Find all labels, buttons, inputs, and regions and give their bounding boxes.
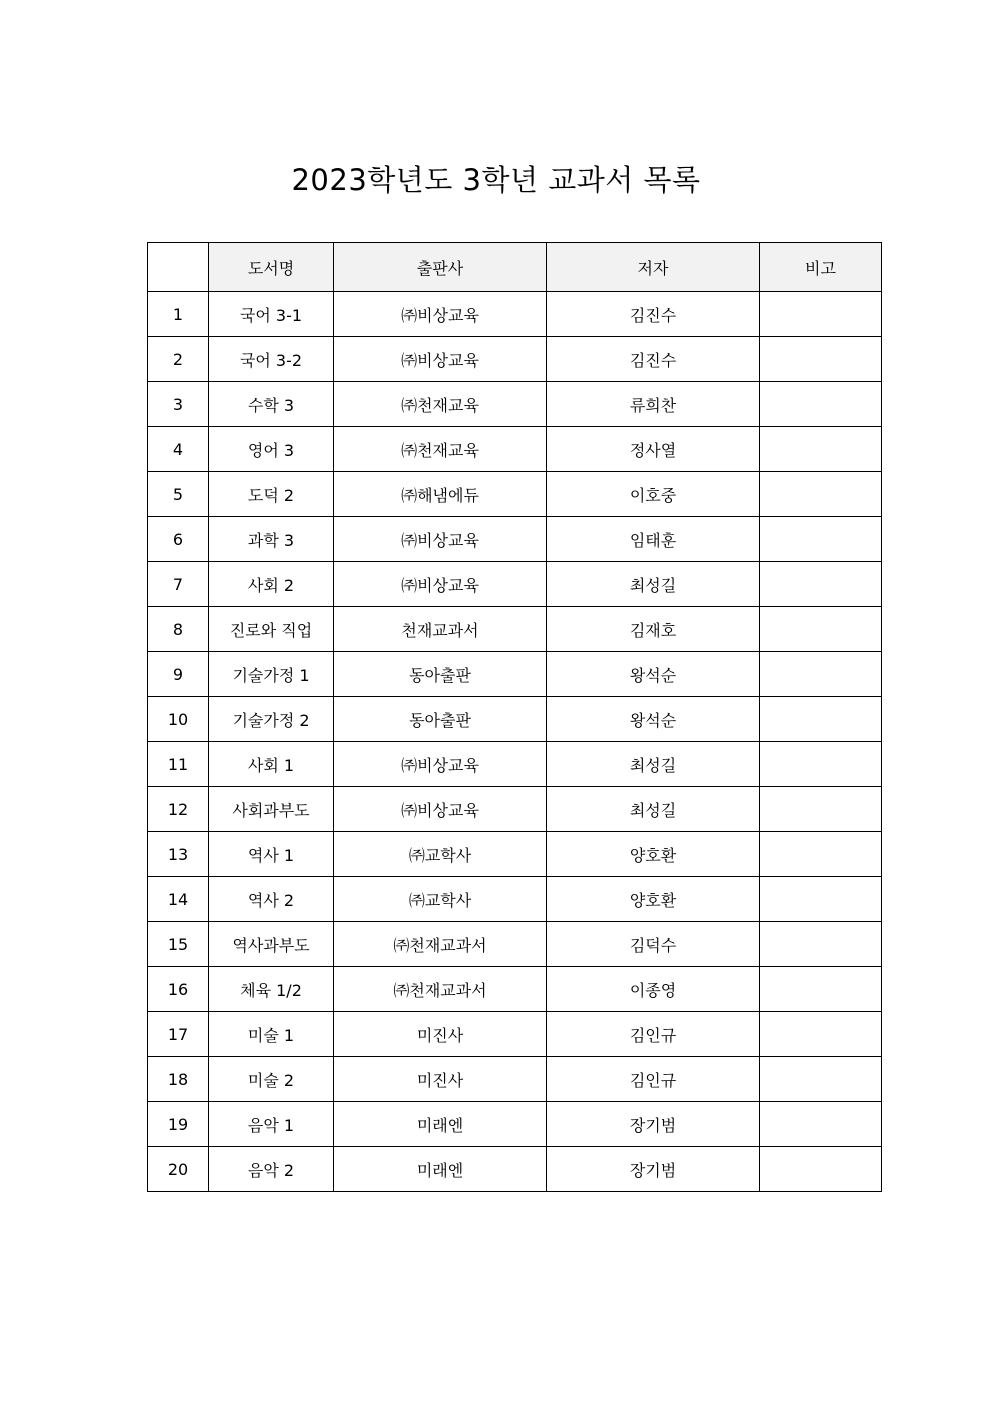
table-row [148,1102,882,1147]
header-note: 비고 [760,243,882,292]
publisher-cell: ㈜천재교과서 [334,967,547,1012]
page-title: 2023학년도 3학년 교과서 목록 [291,163,701,197]
row-number: 19 [148,1102,209,1147]
book-name-cell: 영어 3 [209,427,334,472]
row-number: 10 [148,697,209,742]
publisher-cell: ㈜비상교육 [334,292,547,337]
row-number: 9 [148,652,209,697]
row-number: 5 [148,472,209,517]
row-number: 15 [148,922,209,967]
table-row [148,472,882,517]
table-row [148,427,882,472]
publisher-cell: 미래엔 [334,1147,547,1192]
table-row [148,1147,882,1192]
row-number: 4 [148,427,209,472]
table-row [148,382,882,427]
header-book-name: 도서명 [209,243,334,292]
publisher-cell: 천재교과서 [334,607,547,652]
row-number: 11 [148,742,209,787]
publisher-cell: 동아출판 [334,652,547,697]
author-cell: 왕석순 [547,652,760,697]
author-cell: 양호환 [547,832,760,877]
note-cell [760,1147,882,1192]
note-cell [760,427,882,472]
book-name-cell: 사회과부도 [209,787,334,832]
author-cell: 이종영 [547,967,760,1012]
author-cell: 장기범 [547,1147,760,1192]
note-cell [760,697,882,742]
row-number: 18 [148,1057,209,1102]
book-name-cell: 역사 1 [209,832,334,877]
header-number [148,243,209,292]
header-publisher: 출판사 [334,243,547,292]
author-cell: 임태훈 [547,517,760,562]
publisher-cell: ㈜교학사 [334,877,547,922]
book-name-cell: 미술 1 [209,1012,334,1057]
book-name-cell: 음악 1 [209,1102,334,1147]
table-row [148,967,882,1012]
note-cell [760,472,882,517]
table-row [148,517,882,562]
row-number: 17 [148,1012,209,1057]
note-cell [760,607,882,652]
author-cell: 김인규 [547,1057,760,1102]
row-number: 7 [148,562,209,607]
author-cell: 장기범 [547,1102,760,1147]
note-cell [760,337,882,382]
author-cell: 김진수 [547,292,760,337]
table-row [148,1057,882,1102]
row-number: 14 [148,877,209,922]
note-cell [760,1057,882,1102]
publisher-cell: ㈜천재교육 [334,382,547,427]
author-cell: 최성길 [547,742,760,787]
publisher-cell: ㈜비상교육 [334,337,547,382]
book-name-cell: 음악 2 [209,1147,334,1192]
header-author: 저자 [547,243,760,292]
table-body [148,292,882,1192]
note-cell [760,1012,882,1057]
note-cell [760,877,882,922]
author-cell: 정사열 [547,427,760,472]
note-cell [760,922,882,967]
publisher-cell: ㈜비상교육 [334,742,547,787]
book-name-cell: 진로와 직업 [209,607,334,652]
note-cell [760,787,882,832]
table-row [148,922,882,967]
publisher-cell: ㈜비상교육 [334,787,547,832]
book-name-cell: 국어 3-2 [209,337,334,382]
note-cell [760,967,882,1012]
book-name-cell: 미술 2 [209,1057,334,1102]
row-number: 16 [148,967,209,1012]
book-name-cell: 과학 3 [209,517,334,562]
author-cell: 류희찬 [547,382,760,427]
book-name-cell: 기술가정 2 [209,697,334,742]
note-cell [760,562,882,607]
author-cell: 김인규 [547,1012,760,1057]
table-row [148,652,882,697]
author-cell: 김덕수 [547,922,760,967]
book-name-cell: 역사과부도 [209,922,334,967]
book-name-cell: 사회 1 [209,742,334,787]
book-name-cell: 수학 3 [209,382,334,427]
row-number: 8 [148,607,209,652]
publisher-cell: 동아출판 [334,697,547,742]
table-row [148,877,882,922]
row-number: 20 [148,1147,209,1192]
author-cell: 김재호 [547,607,760,652]
book-name-cell: 체육 1/2 [209,967,334,1012]
table-header-row [148,243,882,292]
book-name-cell: 도덕 2 [209,472,334,517]
publisher-cell: ㈜비상교육 [334,517,547,562]
publisher-cell: ㈜천재교과서 [334,922,547,967]
note-cell [760,517,882,562]
table-row [148,607,882,652]
note-cell [760,382,882,427]
row-number: 1 [148,292,209,337]
table-row [148,337,882,382]
row-number: 3 [148,382,209,427]
book-name-cell: 기술가정 1 [209,652,334,697]
table-row [148,832,882,877]
table-row [148,787,882,832]
row-number: 2 [148,337,209,382]
author-cell: 김진수 [547,337,760,382]
author-cell: 양호환 [547,877,760,922]
note-cell [760,292,882,337]
publisher-cell: 미래엔 [334,1102,547,1147]
book-name-cell: 역사 2 [209,877,334,922]
author-cell: 이호중 [547,472,760,517]
row-number: 6 [148,517,209,562]
table-row [148,1012,882,1057]
book-name-cell: 국어 3-1 [209,292,334,337]
table-row [148,742,882,787]
author-cell: 최성길 [547,787,760,832]
author-cell: 왕석순 [547,697,760,742]
publisher-cell: ㈜해냄에듀 [334,472,547,517]
publisher-cell: ㈜비상교육 [334,562,547,607]
note-cell [760,832,882,877]
table-row [148,697,882,742]
row-number: 12 [148,787,209,832]
book-name-cell: 사회 2 [209,562,334,607]
author-cell: 최성길 [547,562,760,607]
textbook-table [147,242,882,1192]
row-number: 13 [148,832,209,877]
publisher-cell: ㈜천재교육 [334,427,547,472]
note-cell [760,652,882,697]
publisher-cell: 미진사 [334,1012,547,1057]
note-cell [760,1102,882,1147]
note-cell [760,742,882,787]
table-row [148,562,882,607]
publisher-cell: ㈜교학사 [334,832,547,877]
publisher-cell: 미진사 [334,1057,547,1102]
table-row [148,292,882,337]
